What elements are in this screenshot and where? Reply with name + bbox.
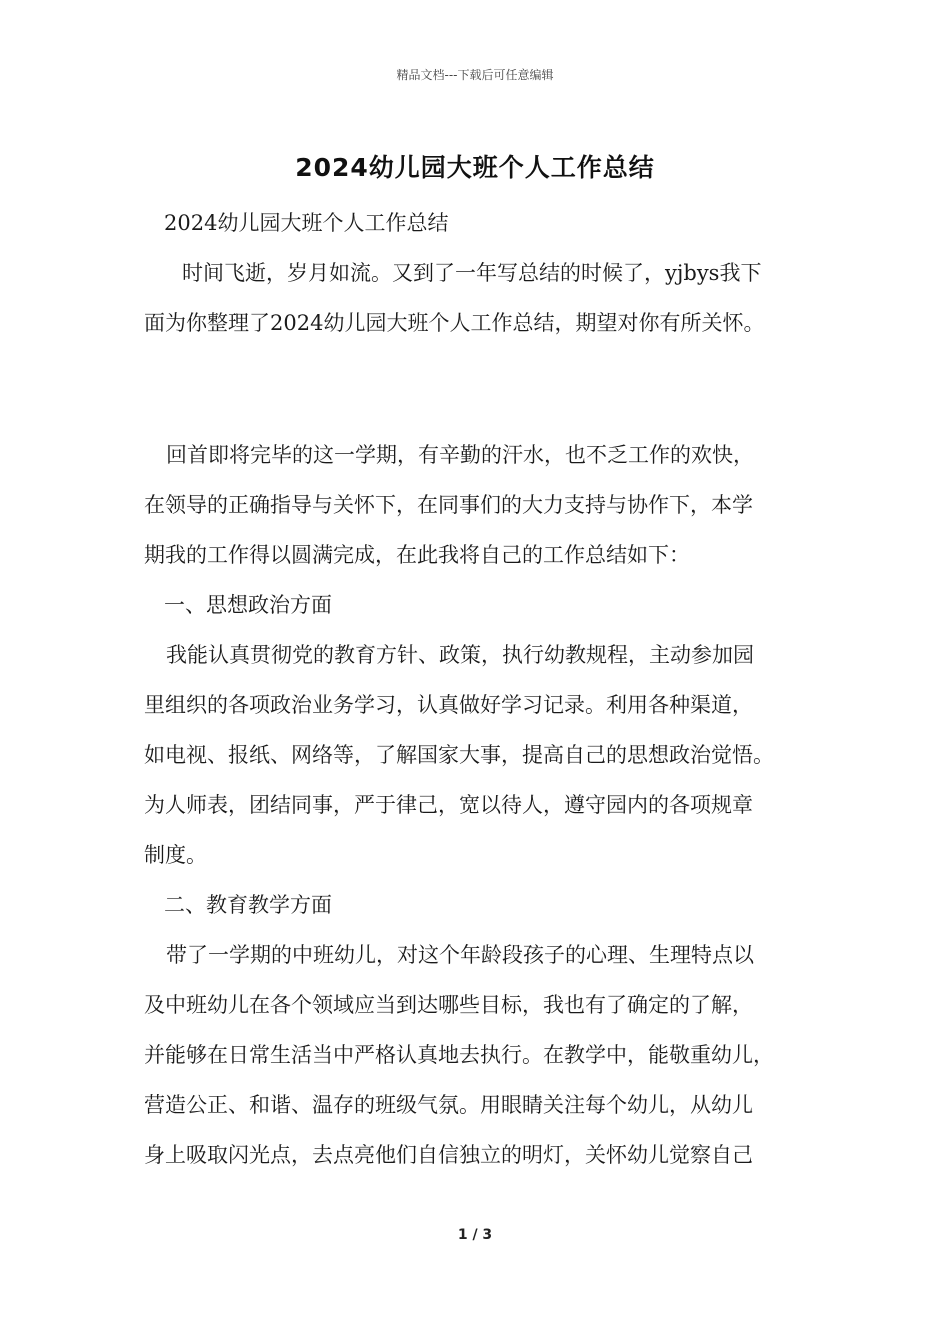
section1-line: 我能认真贯彻党的教育方针、政策，执行幼教规程，主动参加园	[166, 643, 754, 667]
section1-line: 里组织的各项政治业务学习，认真做好学习记录。利用各种渠道，	[144, 693, 753, 717]
header-note: 精品文档---下载后可任意编辑	[396, 68, 554, 82]
section-heading-1: 一、思想政治方面	[164, 593, 332, 617]
section1-line: 如电视、报纸、网络等，了解国家大事，提高自己的思想政治觉悟。	[144, 743, 774, 767]
opening-line: 回首即将完毕的这一学期，有辛勤的汗水，也不乏工作的欢快，	[166, 443, 754, 467]
section2-line: 营造公正、和谐、温存的班级气氛。用眼睛关注每个幼儿，从幼儿	[144, 1093, 753, 1117]
document-body	[144, 198, 819, 1180]
section1-line: 为人师表，团结同事，严于律己，宽以待人，遵守园内的各项规章	[144, 793, 753, 817]
section2-line: 带了一学期的中班幼儿，对这个年龄段孩子的心理、生理特点以	[166, 943, 754, 967]
section2-line: 并能够在日常生活当中严格认真地去执行。在教学中，能敬重幼儿，	[144, 1043, 774, 1067]
subtitle: 2024幼儿园大班个人工作总结	[164, 211, 449, 235]
page-number: 1 / 3	[457, 1227, 493, 1243]
document-title: 2024幼儿园大班个人工作总结	[295, 153, 655, 182]
opening-line: 在领导的正确指导与关怀下，在同事们的大力支持与协作下，本学	[144, 493, 753, 517]
intro-line: 面为你整理了2024幼儿园大班个人工作总结，期望对你有所关怀。	[144, 311, 765, 335]
paragraph-spacer	[144, 348, 819, 430]
section2-line: 及中班幼儿在各个领域应当到达哪些目标，我也有了确定的了解，	[144, 993, 753, 1017]
intro-line: 时间飞逝，岁月如流。又到了一年写总结的时候了，yjbys我下	[182, 261, 762, 285]
section1-line: 制度。	[144, 843, 207, 867]
opening-line: 期我的工作得以圆满完成，在此我将自己的工作总结如下：	[144, 543, 690, 567]
section-heading-2: 二、教育教学方面	[164, 893, 332, 917]
section2-line: 身上吸取闪光点，去点亮他们自信独立的明灯，关怀幼儿觉察自己	[144, 1143, 753, 1167]
